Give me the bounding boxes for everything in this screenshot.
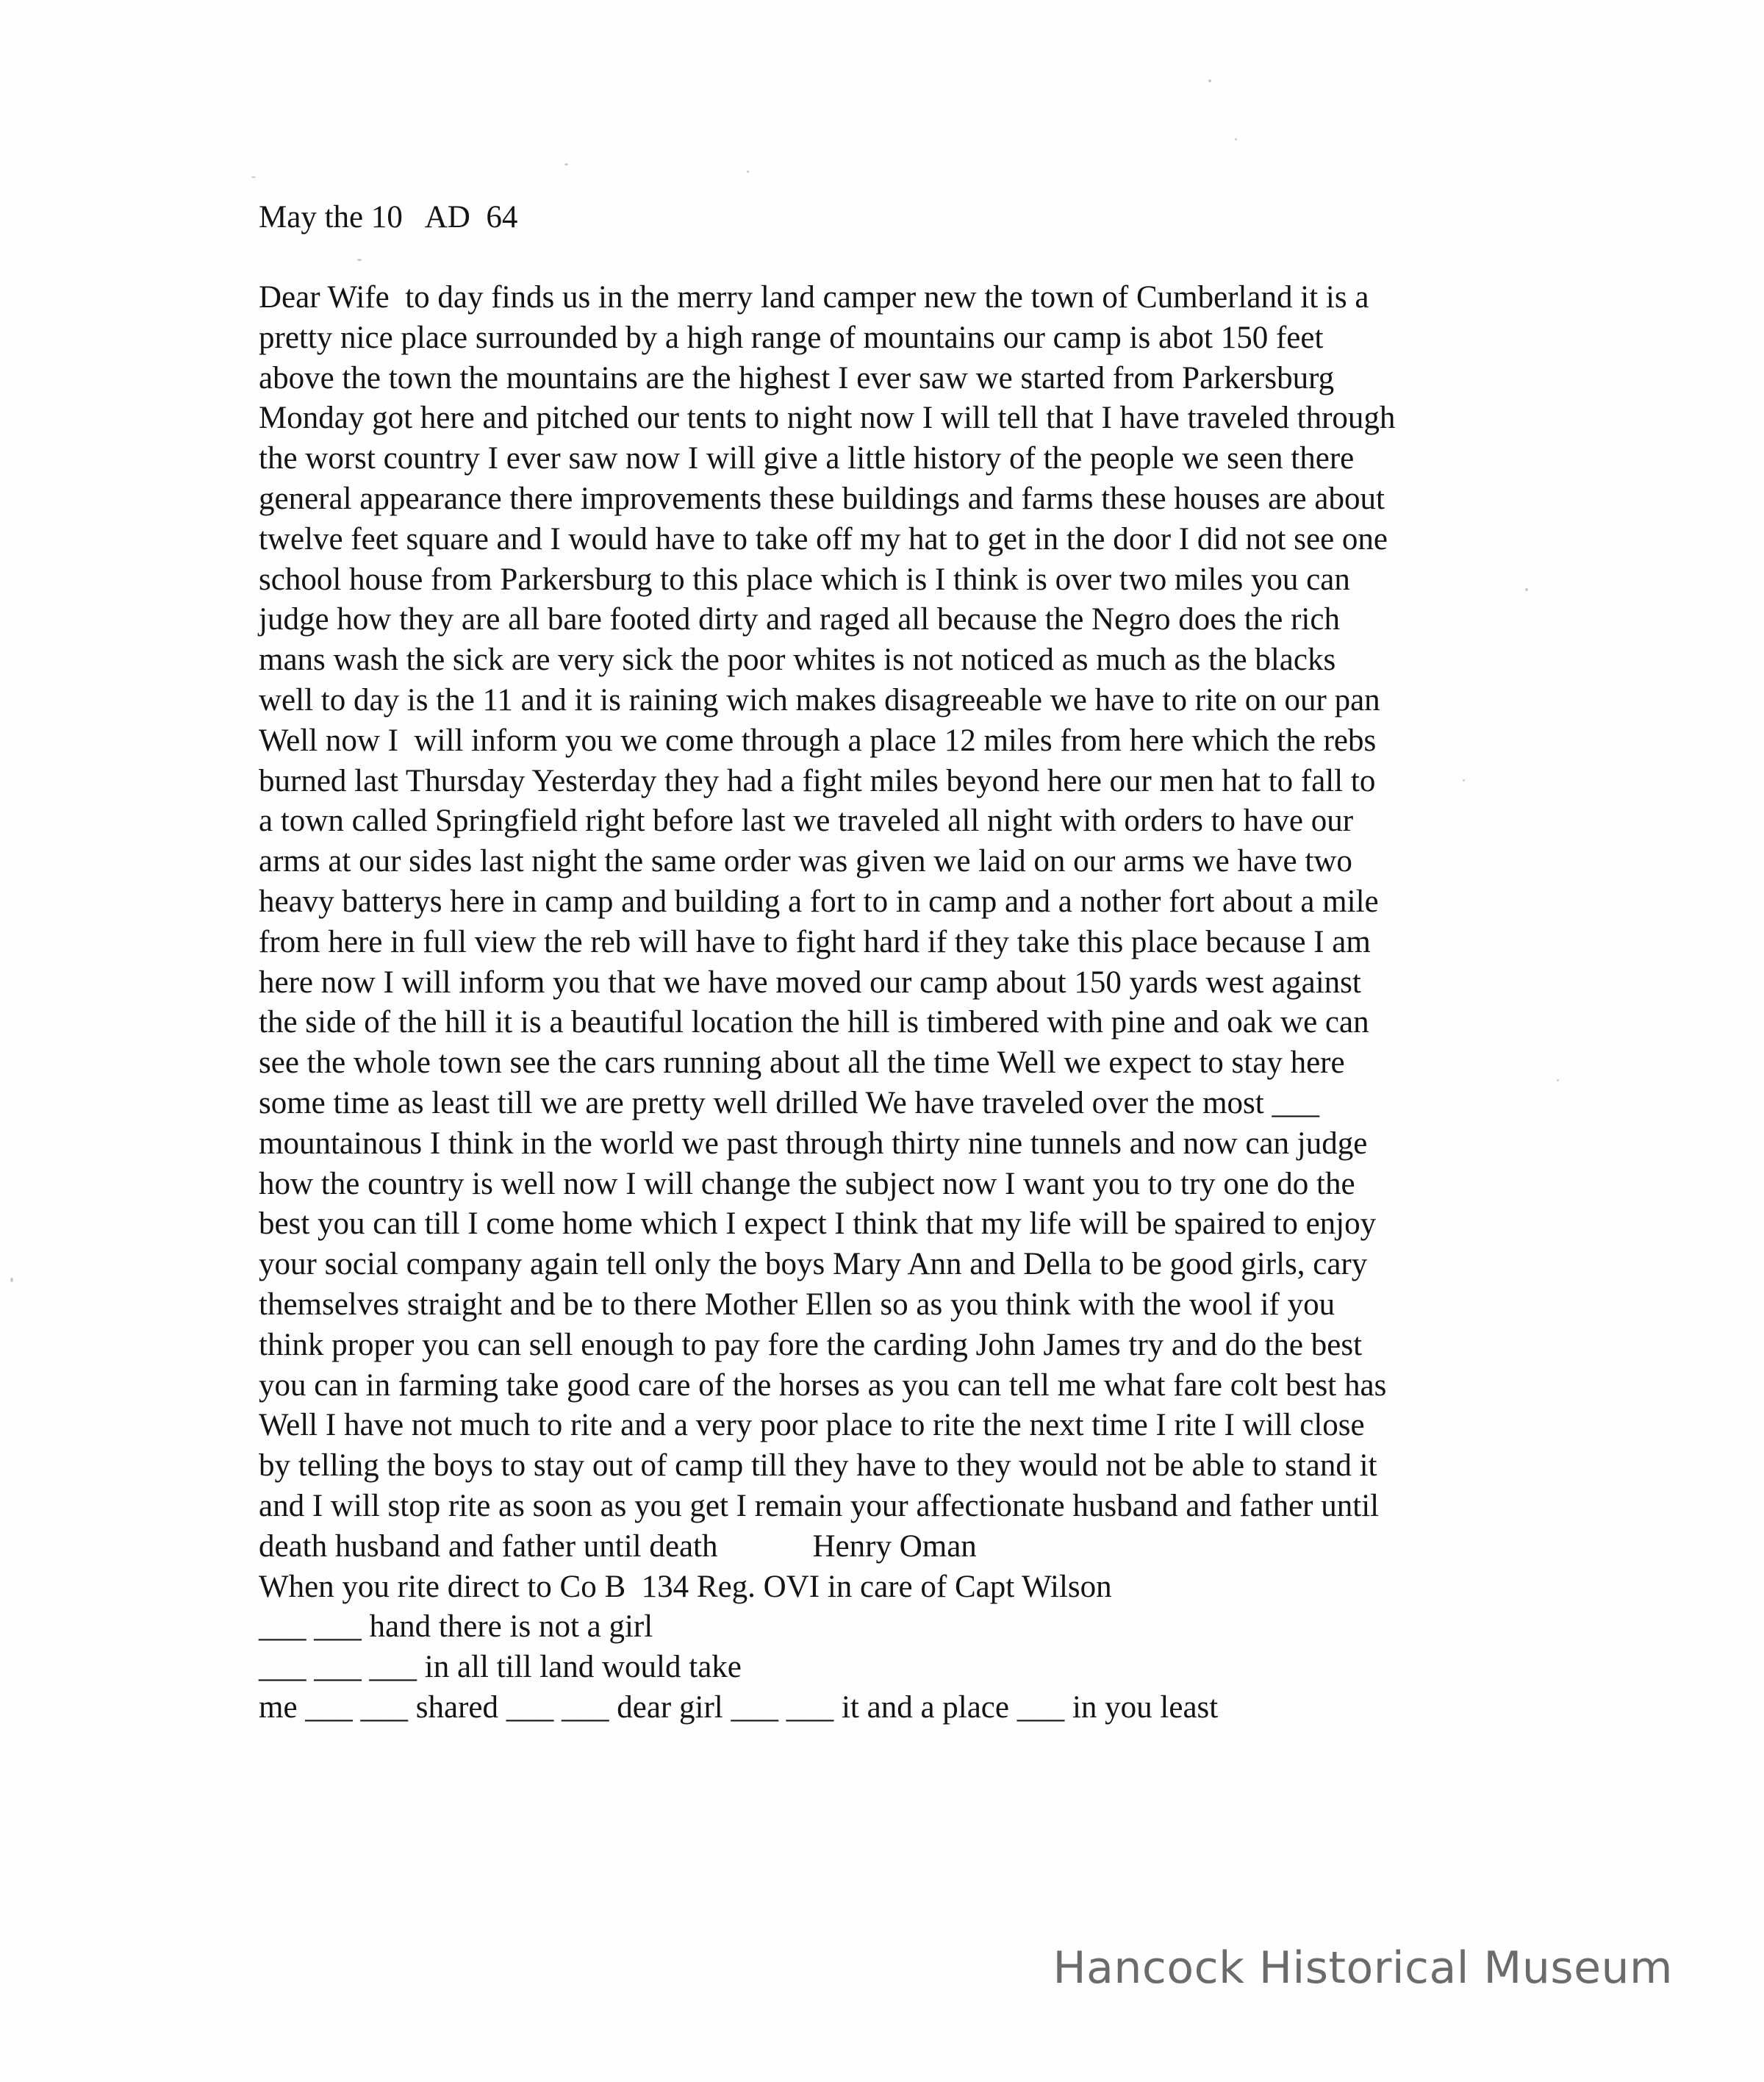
letter-line: you can in farming take good care of the horses as you can tell me what fare colt best has	[259, 1367, 1387, 1403]
scan-speck	[564, 163, 568, 165]
letter-line: see the whole town see the cars running about all the time Well we expect to stay here	[259, 1045, 1345, 1081]
letter-line: burned last Thursday Yesterday they had a fight miles beyond here our men hat to fall to	[259, 763, 1376, 798]
letter-line: well to day is the 11 and it is raining wich makes disagreeable we have to rite on our pan	[259, 682, 1380, 718]
scan-speck	[357, 259, 362, 261]
letter-line: themselves straight and be to there Mother Ellen so as you think with the wool if you	[259, 1287, 1335, 1322]
letter-line: here now I will inform you that we have moved our camp about 150 yards west against	[259, 965, 1361, 1000]
letter-line: mountainous I think in the world we past through thirty nine tunnels and now can judge	[259, 1126, 1368, 1161]
letter-line: judge how they are all bare footed dirty and raged all because the Negro does the rich	[259, 602, 1340, 637]
letter-line: mans wash the sick are very sick the poor whites is not noticed as much as the blacks	[259, 643, 1336, 678]
letter-line: Dear Wife to day finds us in the merry land camper new the town of Cumberland it is a	[259, 280, 1369, 315]
letter-line: pretty nice place surrounded by a high range of mountains our camp is abot 150 feet	[259, 320, 1324, 355]
scan-speck	[747, 171, 749, 173]
letter-line: arms at our sides last night the same order was given we laid on our arms we have two	[259, 844, 1352, 879]
scan-speck	[10, 1278, 13, 1282]
letter-line: by telling the boys to stay out of camp till they have to they would not be able to stand it	[259, 1448, 1377, 1484]
letter-line: a town called Springfield right before last we traveled all night with orders to have our	[259, 804, 1354, 839]
letter-line: the worst country I ever saw now I will give a little history of the people we seen there	[259, 441, 1355, 476]
letter-line: Well now I will inform you we come through a place 12 miles from here which the rebs	[259, 723, 1377, 758]
letter-signature-line: death husband and father until death Henry Oman	[259, 1528, 977, 1564]
letter-line: Well I have not much to rite and a very poor place to rite the next time I rite I will close	[259, 1408, 1365, 1443]
letter-line: heavy batterys here in camp and building a fort to in camp and a nother fort about a mile	[259, 884, 1379, 919]
museum-watermark: Hancock Historical Museum	[1053, 1942, 1673, 1994]
scan-speck	[251, 176, 256, 178]
letter-line: best you can till I come home which I expect I think that my life will be spaired to enjoy	[259, 1206, 1377, 1242]
scan-speck	[1235, 138, 1237, 140]
letter-fragment-line: ___ ___ ___ in all till land would take	[259, 1650, 742, 1685]
letter-line: twelve feet square and I would have to take off my hat to get in the door I did not see one	[259, 521, 1388, 557]
letter-line: some time as least till we are pretty well drilled We have traveled over the most ___	[259, 1085, 1319, 1120]
letter-line: your social company again tell only the boys Mary Ann and Della to be good girls, cary	[259, 1247, 1368, 1282]
letter-line: and I will stop rite as soon as you get I remain your affectionate husband and father until	[259, 1488, 1380, 1523]
letter-line: general appearance there improvements these buildings and farms these houses are about	[259, 481, 1385, 516]
letter-line: Monday got here and pitched our tents to night now I will tell that I have traveled through	[259, 401, 1396, 436]
letter-date: May the 10 AD 64	[259, 200, 518, 235]
letter-line: from here in full view the reb will have to fight hard if they take this place because I am	[259, 924, 1371, 959]
letter-fragment-line: ___ ___ hand there is not a girl	[259, 1609, 653, 1645]
letter-fragment-line: me ___ ___ shared ___ ___ dear girl ___ ___ it and a place ___ in you least	[259, 1689, 1219, 1725]
letter-line: above the town the mountains are the highest I ever saw we started from Parkersburg	[259, 360, 1335, 396]
letter-line: the side of the hill it is a beautiful location the hill is timbered with pine and oak we can	[259, 1005, 1369, 1040]
letter-line: school house from Parkersburg to this place which is I think is over two miles you can	[259, 562, 1350, 597]
letter-line: how the country is well now I will change the subject now I want you to try one do the	[259, 1166, 1355, 1201]
scan-speck	[1208, 79, 1211, 82]
letter-address-line: When you rite direct to Co B 134 Reg. OVI in care of Capt Wilson	[259, 1569, 1112, 1604]
letter-line: think proper you can sell enough to pay fore the carding John James try and do the best	[259, 1327, 1363, 1362]
letter-body	[259, 278, 1567, 1728]
